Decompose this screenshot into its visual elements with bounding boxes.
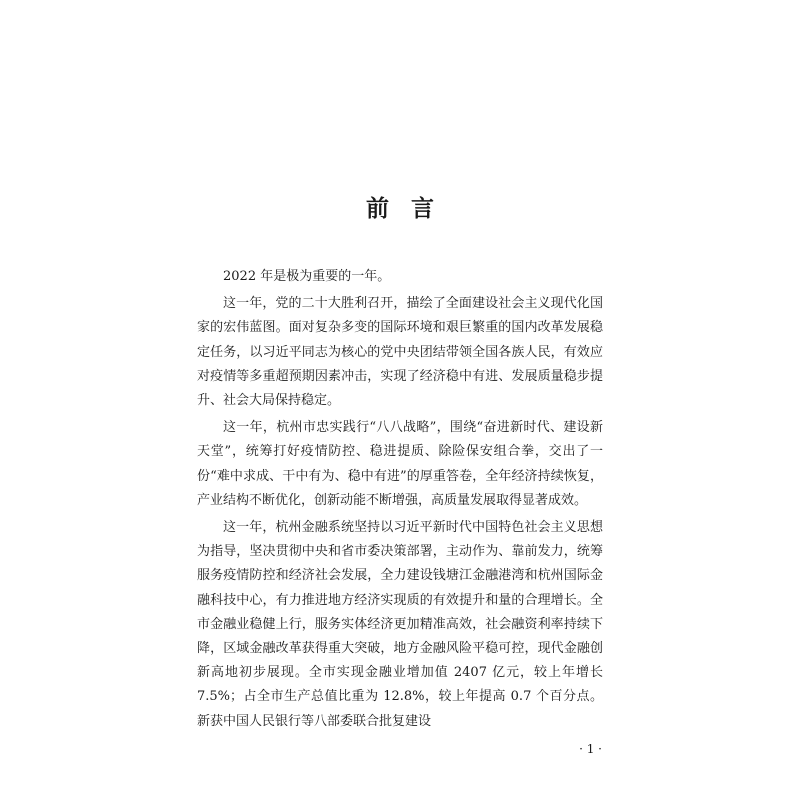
paragraph-4: 这一年，杭州金融系统坚持以习近平新时代中国特色社会主义思想为指导，坚决贯彻中央和省市委决策部署，主动作为、靠前发力，统筹服务疫情防控和经济社会发展，全力建设钱塘江金融港湾和杭州国际金融科技中心，有力推进地方经济实现质的有效提升和量的合理增长。全市金融业稳健上行，服务实体经济更加精准高效，社会融资利率持续下降，区域金融改革获得重大突破，地方金融风险平稳可控，现代金融创新高地初步展现。全市实现金融业增加值 2407 亿元，较上年增长 7.5%；占全市生产总值比重为 12.8%，较上年提高 0.7 个百分点。新获中国人民银行等八部委联合批复建设 — [197, 520, 603, 729]
paragraph-3: 这一年，杭州市忠实践行“八八战略”，围绕“奋进新时代、建设新天堂”，统筹打好疫情防控、稳进提质、除险保安组合拳，交出了一份“难中求成、干中有为、稳中有进”的厚重答卷，全年经济持续恢复，产业结构不断优化，创新动能不断增强，高质量发展取得显著成效。 — [197, 420, 603, 508]
title-char-2: 言 — [411, 196, 434, 222]
paragraph-1: 2022 年是极为重要的一年。 — [223, 269, 391, 284]
page-title — [0, 190, 800, 223]
preface-body — [197, 265, 603, 737]
title-char-1: 前 — [366, 196, 389, 222]
page-number: · 1 · — [579, 742, 602, 756]
paragraph-2: 这一年，党的二十大胜利召开，描绘了全面建设社会主义现代化国家的宏伟蓝图。面对复杂多变的国际环境和艰巨繁重的国内改革发展稳定任务，以习近平同志为核心的党中央团结带领全国各族人民，有效应对疫情等多重超预期因素冲击，实现了经济稳中有进、发展质量稳步提升、社会大局保持稳定。 — [197, 296, 603, 409]
